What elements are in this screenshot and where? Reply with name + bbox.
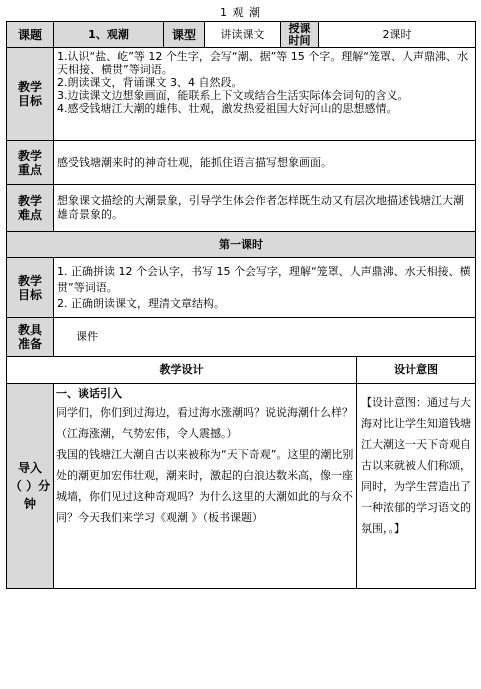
intro-heading: 一、谈话引入 — [56, 387, 122, 400]
difficulties-row — [7, 185, 476, 232]
lesson1-goal-2: 2. 正确朗读课文，理清文章结构。 — [57, 296, 225, 310]
lesson1-title: 第一课时 — [7, 232, 476, 258]
topic-value: 1、观潮 — [54, 22, 164, 48]
lesson-plan-table — [6, 21, 476, 589]
difficulties-label: 教学 难点 — [7, 185, 54, 232]
goals-content — [54, 48, 476, 141]
goal-item-3: 3.边读课文边想象画面，能联系上下文或结合生活实际体会词句的含义。 — [57, 89, 409, 102]
key-points-label: 教学 重点 — [7, 141, 54, 185]
lesson1-goals-row — [7, 258, 476, 318]
goal-item-2: 2.朗读课文，背诵课文 3、4 自然段。 — [57, 76, 243, 89]
intro-paragraph-1: 同学们，你们到过海边，看过海水涨潮吗？说说海潮什么样？（江海涨潮，气势宏伟，令人震撼。） — [56, 406, 353, 440]
intro-intent: 【设计意图：通过与大海对比让学生知道钱塘江大潮这一天下奇观自古以来就被人们称颂，同时，为学生营造出了一种浓郁的学习语文的氛围，。】 — [357, 384, 476, 589]
design-header-row — [7, 357, 476, 384]
topic-label: 课题 — [7, 22, 54, 48]
intro-row — [7, 384, 476, 589]
goals-label: 教学 目标 — [7, 48, 54, 141]
design-column-header: 教学设计 — [7, 357, 357, 384]
lesson1-goals-label: 教学 目标 — [7, 258, 54, 318]
intro-content — [54, 384, 357, 589]
lesson1-goal-1: 1. 正确拼读 12 个会认字，书写 15 个会写字，理解“笼罩、人声鼎沸、水天相接、横贯”等词语。 — [57, 264, 471, 294]
type-value: 讲读课文 — [205, 22, 281, 48]
lesson1-title-row — [7, 232, 476, 258]
key-points-text: 感受钱塘潮来时的神奇壮观，能抓住语言描写想象画面。 — [54, 141, 476, 185]
goal-item-1: 1.认识“盐、屹”等 12 个生字，会写“潮、据”等 15 个字。理解“笼罩、人声鼎沸、水天相接、横贯”等词语。 — [57, 50, 468, 76]
difficulties-text: 想象课文描绘的大潮景象，引导学生体会作者怎样既生动又有层次地描述钱塘江大潮雄奇景象的。 — [54, 185, 476, 232]
intro-label: 导入 （ ）分 钟 — [7, 384, 54, 589]
time-value: 2课时 — [319, 22, 476, 48]
document-title: 1 观 潮 — [220, 6, 261, 19]
tools-label: 教具 准备 — [7, 318, 54, 357]
intro-paragraph-2: 我国的钱塘江大潮自古以来被称为“天下奇观”。这里的潮比别处的潮更加宏伟壮观，潮来时，激起的白浪达数米高，像一座城墙，你们见过这种奇观吗？为什么这里的大潮如此的与众不同？今天我们来学习《观潮 》（板书课题） — [56, 448, 354, 524]
type-label: 课型 — [164, 22, 205, 48]
key-points-row — [7, 141, 476, 185]
tools-value: 课件 — [54, 318, 476, 357]
lesson1-goals-content — [54, 258, 476, 318]
header-row — [7, 22, 476, 48]
time-label: 授课 时间 — [281, 22, 319, 48]
tools-row — [7, 318, 476, 357]
goals-row — [7, 48, 476, 141]
intent-column-header: 设计意图 — [357, 357, 476, 384]
goal-item-4: 4.感受钱塘江大潮的雄伟、壮观，激发热爱祖国大好河山的思想感情。 — [57, 102, 398, 115]
